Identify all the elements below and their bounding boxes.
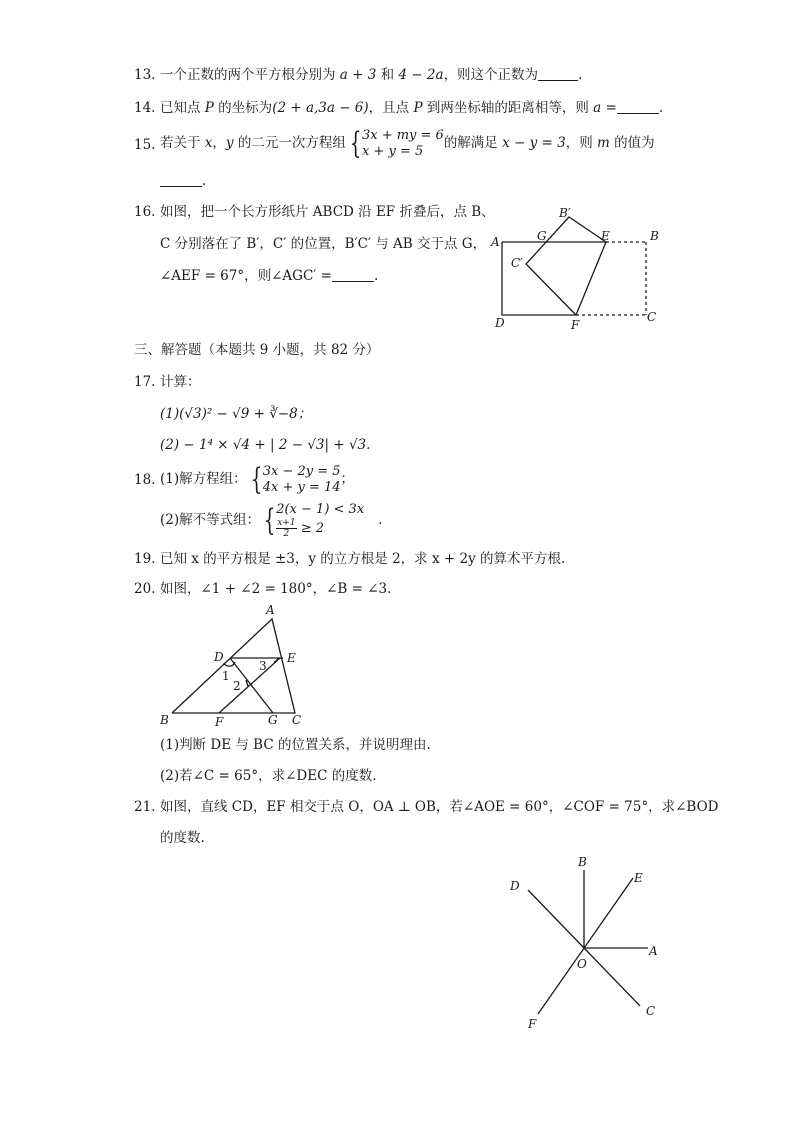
q21-label-d: D: [510, 879, 520, 893]
q20-label-e: E: [287, 651, 296, 665]
q15-answer-line: [160, 172, 206, 190]
q15-text-e: 的值为: [609, 135, 655, 151]
q18-p1-end: ；: [340, 471, 355, 487]
q21-label-c: C: [646, 1004, 656, 1018]
q15-eq2: x + y = 5: [361, 143, 424, 159]
q13-number: 13.: [134, 67, 156, 83]
q15-x: x: [204, 135, 213, 151]
q18-p1-label: (1)解方程组：: [160, 471, 247, 487]
q21-label-a: A: [649, 944, 658, 958]
q14-text-d: 到两坐标轴的距离相等，则: [422, 100, 594, 116]
q18-p1-brace: {: [250, 461, 262, 497]
q18-p2-label: (2)解不等式组：: [160, 512, 261, 528]
q15-text-d: ，则: [565, 135, 598, 151]
q18-p2-system: [276, 502, 364, 539]
q17-title: 计算：: [160, 374, 201, 390]
q21-label-f: F: [528, 1017, 537, 1031]
q16-line3-a: ∠AEF = 67°，则∠AGC′ =: [160, 268, 332, 284]
q14-a-eq: a =: [593, 100, 617, 116]
q20-label-b: B: [160, 713, 169, 727]
q15-text-b: 的二元一次方程组: [233, 135, 346, 151]
q13-expr2: 4 − 2a: [398, 67, 444, 83]
q16-label-a: A: [491, 235, 500, 249]
q13-text-a: 一个正数的两个平方根分别为: [160, 67, 340, 83]
q18-p1-eq1: 3x − 2y = 5: [262, 463, 341, 479]
q21-label-b: B: [578, 855, 587, 869]
q20-number: 20.: [134, 581, 156, 597]
q18-part1: [160, 461, 354, 497]
q15-text: [160, 125, 655, 161]
q13-end: .: [578, 67, 583, 83]
q20-triangle: [172, 619, 295, 713]
q18-number: 18.: [134, 472, 156, 488]
q15-answer-blank: [160, 172, 202, 187]
q17-part2: (2) − 1⁴ × √4 + | 2 − √3| + √3.: [160, 437, 371, 453]
q15-eq1: 3x + my = 6: [361, 127, 444, 143]
q20-label-g: G: [268, 713, 278, 727]
q18-p1-eq2: 4x + y = 14: [262, 479, 341, 495]
q17-number: 17.: [134, 374, 156, 390]
q14-number: 14.: [134, 100, 156, 116]
q16-label-f: F: [571, 318, 580, 332]
q13-text: [160, 66, 582, 84]
q14-point-p2: P: [413, 100, 423, 116]
q18-p2-brace: {: [263, 502, 276, 538]
q13-mid: 和: [376, 67, 399, 83]
q15-text-a: 若关于: [160, 135, 205, 151]
q16-figure: [486, 200, 666, 335]
q14-text-c: ，且点: [368, 100, 414, 116]
q14-text-a: 已知点: [160, 100, 205, 116]
q16-line2: C 分别落在了 B′，C′ 的位置，B′C′ 与 AB 交于点 G，: [160, 236, 487, 252]
q15-y: y: [225, 135, 234, 151]
q16-line3: [160, 267, 378, 285]
q15-number: 15.: [134, 137, 156, 153]
q15-brace: {: [349, 125, 362, 161]
q21-line-ef: [538, 878, 633, 1014]
q21-line2: 的度数.: [160, 830, 205, 846]
q18-p2-eq2: [276, 518, 364, 539]
q21-line1: 如图，直线 CD，EF 相交于点 O，OA ⊥ OB，若∠AOE = 60°，∠COF = 75°，求∠BOD: [160, 799, 719, 815]
q18-p2-eq1: 2(x − 1) < 3x: [276, 502, 365, 517]
q20-label-2: 2: [233, 679, 241, 693]
q20-figure: [152, 600, 322, 732]
q15-m: m: [597, 135, 610, 151]
q15-system: [362, 128, 444, 160]
q18-p2-fraction: [276, 518, 296, 539]
q18-p2-denominator: 2: [283, 529, 290, 539]
q18-p2-end: .: [378, 512, 383, 528]
q20-part1: (1)判断 DE 与 BC 的位置关系，并说明理由.: [160, 737, 431, 753]
q16-fold-shape: [502, 242, 606, 315]
q21-label-e: E: [634, 871, 643, 885]
q21-figure: [500, 850, 670, 1035]
q14-point-p: P: [204, 100, 214, 116]
q16-label-c: C: [647, 310, 657, 324]
q19-number: 19.: [134, 551, 156, 567]
q20-text: 如图，∠1 + ∠2 = 180°，∠B = ∠3.: [160, 581, 392, 597]
q16-label-b: B: [650, 229, 659, 243]
q18-p1-system: [263, 464, 341, 496]
q20-label-f: F: [215, 715, 224, 729]
q21-number: 21.: [134, 799, 156, 815]
q14-coord: (2 + a,3a − 6): [272, 100, 369, 116]
q14-end: .: [658, 100, 664, 116]
q16-end: .: [373, 268, 379, 284]
q14-text-b: 的坐标为: [213, 100, 273, 116]
q20-label-a: A: [266, 603, 275, 617]
q14-answer-blank: [617, 99, 659, 114]
q16-line1: 如图，把一个长方形纸片 ABCD 沿 EF 折叠后，点 B、: [160, 204, 495, 220]
q16-label-c1: C′: [511, 256, 523, 270]
q18-p2-rest: ≥ 2: [296, 521, 324, 536]
q16-label-e: E: [601, 229, 610, 243]
q15-comma: ，: [212, 135, 226, 151]
q15-text-c: 的解满足: [443, 135, 503, 151]
section-3-heading: 三、解答题（本题共 9 小题，共 82 分）: [134, 342, 380, 358]
q19-text: 已知 x 的平方根是 ±3，y 的立方根是 2，求 x + 2y 的算术平方根.: [160, 551, 566, 567]
q16-answer-blank: [332, 267, 374, 282]
q20-label-c: C: [292, 713, 302, 727]
q16-number: 16.: [134, 204, 156, 220]
q20-label-3: 3: [259, 659, 267, 673]
q20-part2: (2)若∠C = 65°，求∠DEC 的度数.: [160, 768, 377, 784]
q14-text: [160, 99, 663, 117]
q13-answer-blank: [538, 66, 578, 81]
q21-label-o: O: [577, 957, 587, 971]
q13-expr1: a + 3: [339, 67, 377, 83]
q20-label-d: D: [214, 650, 224, 664]
q17-part1: (1)(√3)² − √9 + ∛−8；: [160, 406, 312, 422]
q18-p2-numerator: x+1: [277, 518, 296, 528]
q15-end: .: [202, 173, 207, 189]
q16-label-b1: B′: [559, 206, 571, 220]
q16-label-g: G: [537, 229, 547, 243]
q15-cond: x − y = 3: [502, 135, 566, 151]
q18-part2: [160, 500, 382, 540]
q16-label-d: D: [495, 316, 505, 330]
q20-label-1: 1: [222, 669, 230, 683]
q13-text-b: ，则这个正数为: [443, 67, 539, 83]
